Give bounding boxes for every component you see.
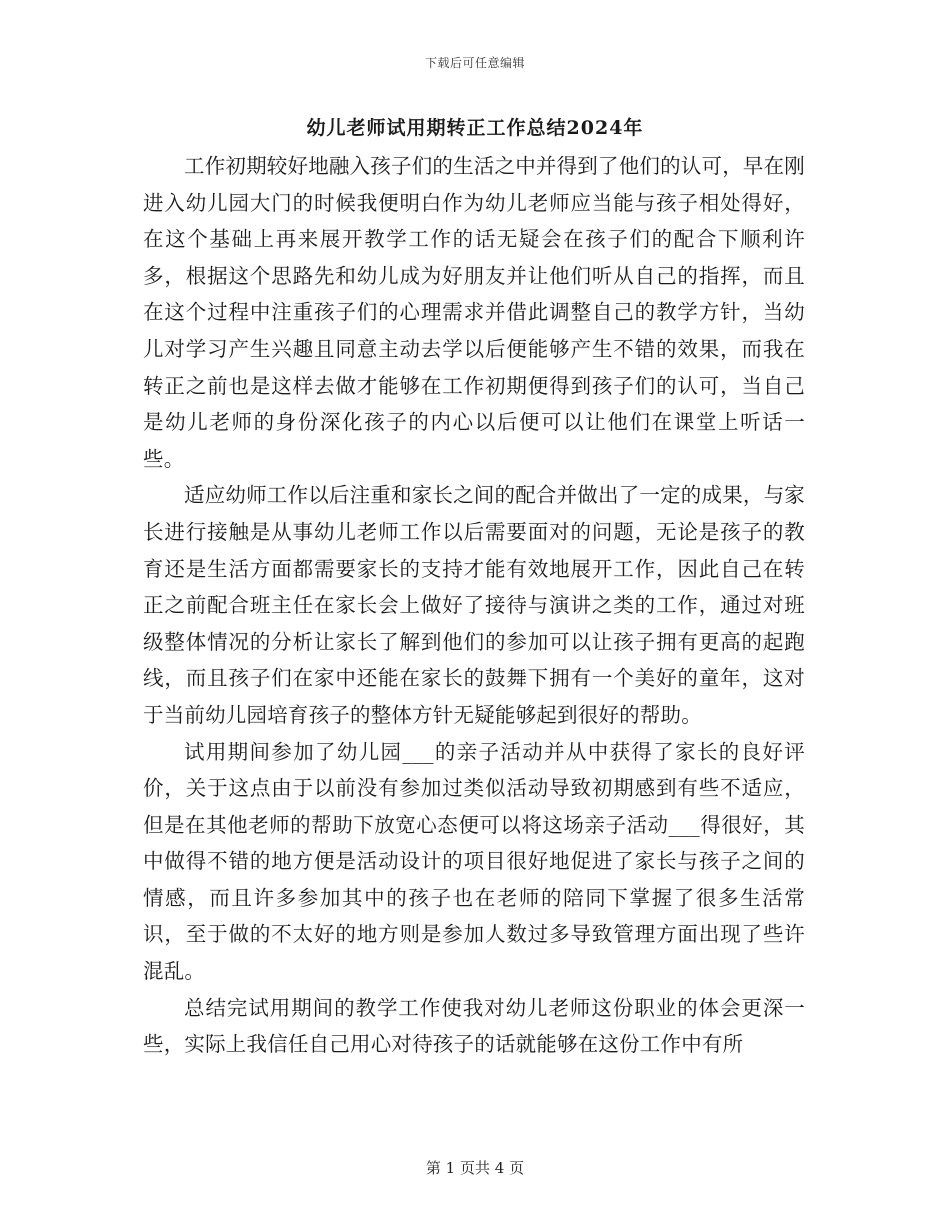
paragraph-4: 总结完试用期间的教学工作使我对幼儿老师这份职业的体会更深一些，实际上我信任自己用心对待孩子的话就能够在这份工作中有所 [143, 995, 805, 1057]
paragraph-1: 工作初期较好地融入孩子们的生活之中并得到了他们的认可，早在刚进入幼儿园大门的时候我便明白作为幼儿老师应当能与孩子相处得好，在这个基础上再来展开教学工作的话无疑会在孩子们的配合下顺利许多，根据这个思路先和幼儿成为好朋友并让他们听从自己的指挥，而且在这个过程中注重孩子们的心理需求并借此调整自己的教学方针，当幼儿对学习产生兴趣且同意主动去学以后便能够产生不错的效果，而我在转正之前也是这样去做才能够在工作初期便得到孩子们的认可，当自己是幼儿老师的身份深化孩子的内心以后便可以让他们在课堂上听话一些。 [143, 154, 805, 471]
header-note: 下载后可任意编辑 [424, 56, 525, 70]
document-title: 幼儿老师试用期转正工作总结2024年 [306, 117, 644, 139]
paragraph-3: 试用期间参加了幼儿园___的亲子活动并从中获得了家长的良好评价，关于这点由于以前没有参加过类似活动导致初期感到有些不适应，但是在其他老师的帮助下放宽心态便可以将这场亲子活动___得很好，其中做得不错的地方便是活动设计的项目很好地促进了家长与孩子之间的情感，而且许多参加其中的孩子也在老师的陪同下掌握了很多生活常识，至于做的不太好的地方则是参加人数过多导致管理方面出现了些许混乱。 [143, 739, 805, 984]
page-footer: 第 1 页共 4 页 [425, 1159, 525, 1177]
paragraph-2: 适应幼师工作以后注重和家长之间的配合并做出了一定的成果，与家长进行接触是从事幼儿老师工作以后需要面对的问题，无论是孩子的教育还是生活方面都需要家长的支持才能有效地展开工作，因此自己在转正之前配合班主任在家长会上做好了接待与演讲之类的工作，通过对班级整体情况的分析让家长了解到他们的参加可以让孩子拥有更高的起跑线，而且孩子们在家中还能在家长的鼓舞下拥有一个美好的童年，这对于当前幼儿园培育孩子的整体方针无疑能够起到很好的帮助。 [143, 483, 805, 727]
document-body [143, 148, 805, 1063]
